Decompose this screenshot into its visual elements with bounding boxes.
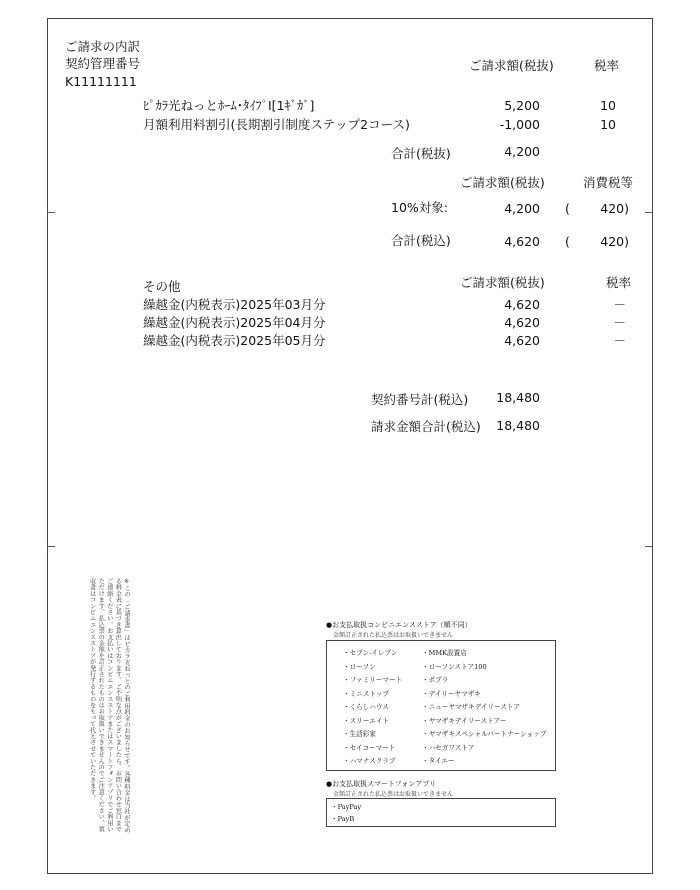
- fold-mark-left-top: [47, 212, 55, 213]
- tax-target-label: 10%対象:: [391, 200, 448, 215]
- convenience-subtitle: 金額訂正された払込票はお取扱いできません: [333, 632, 454, 639]
- item-name: ﾋﾟｶﾗ光ねっとﾎｰﾑ･ﾀｲﾌﾟⅠ[1ｷﾞｶﾞ]: [143, 98, 315, 113]
- store-item: ・デイリーヤマザキ: [422, 689, 481, 698]
- fold-mark-right-top: [645, 212, 653, 213]
- grand-total-label: 請求金額合計(税込): [371, 419, 481, 434]
- item-rate: 10: [600, 117, 616, 132]
- other-row-amount: 4,620: [504, 315, 540, 330]
- section-title: ご請求の内訳: [65, 39, 141, 54]
- app-item: ・PayB: [331, 815, 355, 823]
- grand-total-amount: 18,480: [496, 418, 540, 433]
- store-item: ・生活彩家: [343, 730, 376, 738]
- item-amount: -1,000: [499, 117, 540, 132]
- store-item: ・ポプラ: [422, 676, 449, 684]
- store-item: ・ハセガワストア: [422, 743, 475, 752]
- tax-target-tax: 420): [600, 201, 629, 216]
- other-row-amount: 4,620: [504, 297, 540, 312]
- subtotal-amount: 4,200: [504, 144, 540, 159]
- col-header-rate: 税率: [594, 58, 620, 73]
- other-row-rate: －: [613, 315, 626, 330]
- contract-total-label: 契約番号計(税込): [371, 392, 469, 407]
- store-item: ・ファミリーマート: [343, 676, 403, 684]
- tax-col-amount: ご請求額(税抜): [460, 175, 545, 190]
- store-item: ・ローソン: [343, 662, 376, 671]
- store-item: ・ヤマザキスペシャルパートナーショップ: [422, 730, 547, 738]
- tax-total-open-paren: (: [565, 234, 570, 249]
- convenience-title: ●お支払取扱コンビニエンスストア（順不同）: [326, 621, 472, 629]
- store-item: ・ニューヤマザキデイリーストア: [422, 703, 520, 711]
- tax-total-amount: 4,620: [504, 234, 540, 249]
- other-row-amount: 4,620: [504, 333, 540, 348]
- other-row-name: 繰越金(内税表示)2025年05月分: [143, 333, 326, 348]
- app-item: ・PayPay: [331, 803, 362, 811]
- store-item: ・セイコーマート: [343, 743, 396, 752]
- other-row-rate: －: [613, 297, 626, 312]
- store-item: ・スリーエイト: [343, 716, 390, 725]
- other-row-name: 繰越金(内税表示)2025年04月分: [143, 315, 326, 330]
- tax-total-tax: 420): [600, 234, 629, 249]
- contract-label: 契約管理番号: [65, 56, 141, 71]
- fold-mark-right-bottom: [645, 546, 653, 547]
- subtotal-label: 合計(税抜): [391, 146, 451, 161]
- item-amount: 5,200: [504, 98, 540, 113]
- tax-target-open-paren: (: [565, 201, 570, 216]
- tax-target-amount: 4,200: [504, 201, 540, 216]
- store-item: ・ヤマザキデイリーストアー: [422, 716, 507, 725]
- store-item: ・タイエー: [422, 757, 455, 765]
- other-col-amount: ご請求額(税抜): [460, 275, 545, 290]
- fold-mark-left-bottom: [47, 546, 55, 547]
- item-name: 月額利用料割引(長期割引制度ステップ2コース): [143, 117, 410, 132]
- item-rate: 10: [600, 98, 616, 113]
- store-item: ・ハマナスクラブ: [343, 757, 396, 765]
- other-col-rate: 税率: [606, 275, 632, 290]
- other-row-name: 繰越金(内税表示)2025年03月分: [143, 297, 326, 312]
- tax-total-label: 合計(税込): [391, 233, 451, 248]
- other-row-rate: －: [613, 333, 626, 348]
- side-notes: ※この「ご請求書」はピカラ光ねっとのご利用料金のお知らせです。各種料金は当社が定める料金表に基づき算出しております。ご不明な点がございましたら、お問い合わせ窓口までご連絡ください。お支払いはコンビニエンスストアまたはスマートフォンアプリでご利用いただけます。払込票の金額を訂正されたものはお取扱いできませんのでご注意ください。領収書はコンビニエンスストアが発行するものをもって代えさせていただきます。: [88, 578, 130, 833]
- app-title: ●お支払取扱スマートフォンアプリ: [326, 780, 437, 788]
- store-item: ・ミニストップ: [343, 689, 389, 698]
- col-header-amount: ご請求額(税抜): [469, 58, 554, 73]
- store-item: ・くらしハウス: [343, 703, 389, 711]
- tax-col-tax: 消費税等: [583, 175, 634, 190]
- store-item: ・ローソンストア100: [422, 662, 487, 671]
- contract-total-amount: 18,480: [496, 390, 540, 405]
- contract-number: K11111111: [65, 74, 137, 89]
- store-item: ・セブン-イレブン: [343, 649, 398, 657]
- other-title: その他: [143, 279, 181, 294]
- app-subtitle: 金額訂正された払込票はお取扱いできません: [333, 791, 454, 798]
- store-item: ・MMK設置店: [422, 649, 467, 657]
